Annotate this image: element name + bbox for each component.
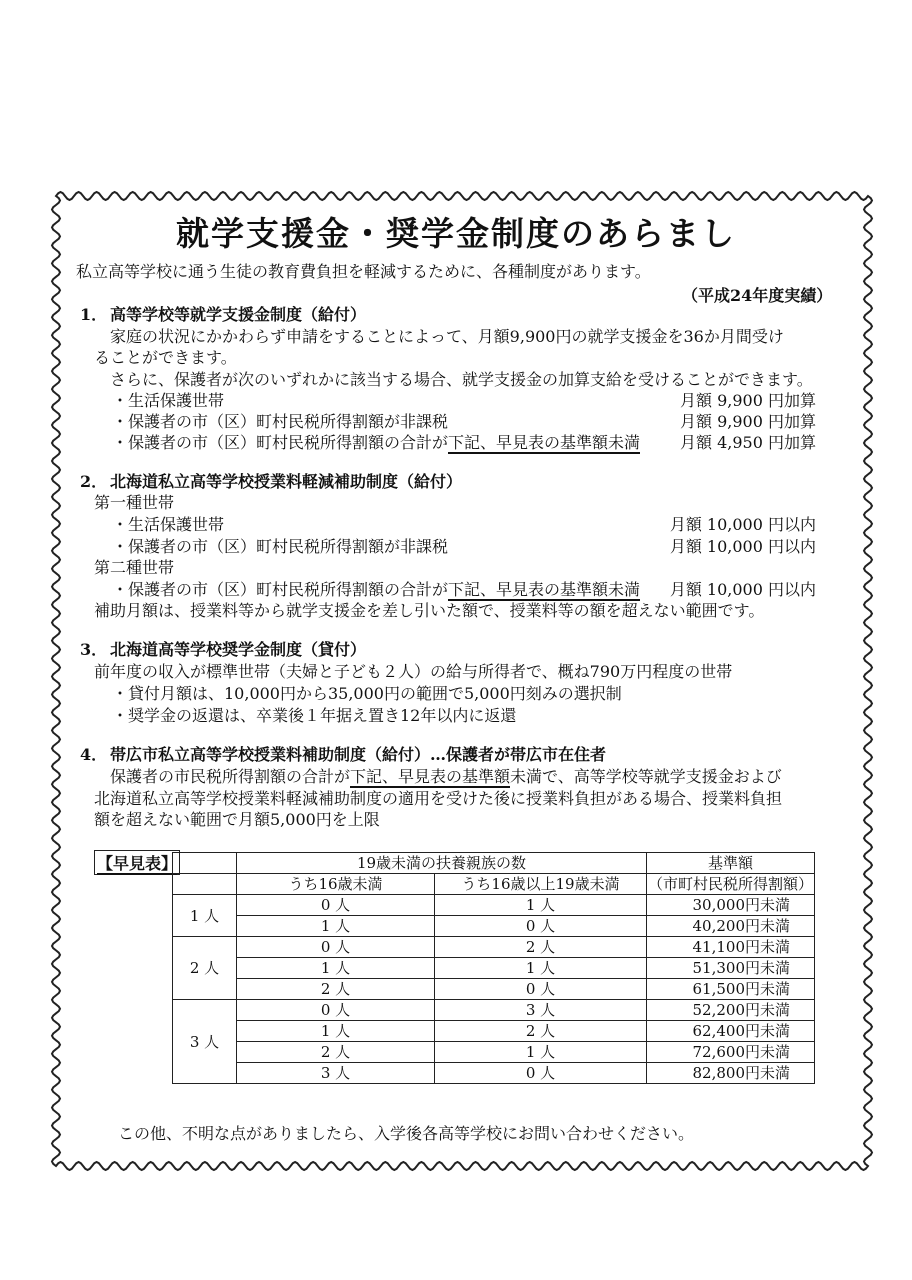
age16to19-cell: 0 人	[435, 1063, 647, 1084]
age16to19-cell: 1 人	[435, 1042, 647, 1063]
s3-paragraph: 前年度の収入が標準世帯（夫婦と子ども２人）の給与所得者で、概ね790万円程度の世帯	[94, 662, 733, 681]
s2-g2-item-amount: 月額 10,000 円以内	[669, 580, 816, 599]
year-note: （平成24年度実績）	[682, 286, 833, 305]
s1-item-1-amount: 月額 9,900 円加算	[680, 391, 816, 410]
base-amount-cell: 82,800円未満	[647, 1063, 815, 1084]
age16to19-cell: 3 人	[435, 1000, 647, 1021]
table-row	[173, 916, 815, 937]
table-row	[173, 1000, 815, 1021]
total-dependents-cell: 3 人	[173, 1000, 237, 1084]
base-amount-cell: 61,500円未満	[647, 979, 815, 1000]
section-4-heading: 4． 帯広市私立高等学校授業料補助制度（給付）…保護者が帯広市在住者	[80, 745, 607, 764]
base-amount-cell: 30,000円未満	[647, 895, 815, 916]
table-header-row	[173, 874, 815, 895]
table-row	[173, 1042, 815, 1063]
section-1-heading: 1． 高等学校等就学支援金制度（給付）	[80, 305, 367, 324]
section-3-heading: 3． 北海道高等学校奨学金制度（貸付）	[80, 640, 367, 659]
s2-note: 補助月額は、授業料等から就学支援金を差し引いた額で、授業料等の額を超えない範囲です。	[94, 601, 765, 620]
s2-g1-item-2-amount: 月額 10,000 円以内	[669, 537, 816, 556]
underlined-reference: 下記、早見表の基準額未満	[448, 580, 641, 599]
header-dependents: 19歳未満の扶養親族の数	[237, 853, 647, 874]
age16to19-cell: 1 人	[435, 895, 647, 916]
age16to19-cell: 2 人	[435, 937, 647, 958]
table-row	[173, 958, 815, 979]
table-row	[173, 1063, 815, 1084]
total-dependents-cell: 1 人	[173, 895, 237, 937]
s1-item-3-amount: 月額 4,950 円加算	[680, 433, 816, 452]
underlined-reference: 下記、早見表の基準額未満	[448, 433, 641, 452]
base-amount-cell: 51,300円未満	[647, 958, 815, 979]
s3-item-2: ・奨学金の返還は、卒業後１年据え置き12年以内に返還	[112, 706, 517, 725]
section-1-paragraph-line-2: ることができます。	[94, 348, 237, 367]
s1-item-2-amount: 月額 9,900 円加算	[680, 412, 816, 431]
table-row	[173, 979, 815, 1000]
s2-group-1: 第一種世帯	[94, 493, 175, 512]
age16to19-cell: 1 人	[435, 958, 647, 979]
s2-g1-item-1-amount: 月額 10,000 円以内	[669, 515, 816, 534]
age16to19-cell: 0 人	[435, 979, 647, 1000]
s3-item-1: ・貸付月額は、10,000円から35,000円の範囲で5,000円刻みの選択制	[112, 684, 622, 703]
s4-paragraph-line-1: 保護者の市民税所得割額の合計が下記、早見表の基準額未満で、高等学校等就学支援金および	[110, 767, 782, 786]
total-dependents-cell: 2 人	[173, 937, 237, 1000]
section-2-heading: 2． 北海道私立高等学校授業料軽減補助制度（給付）	[80, 472, 463, 491]
underlined-reference: 下記、早見表の基準額	[350, 767, 511, 786]
age16to19-cell: 0 人	[435, 916, 647, 937]
under16-cell: 2 人	[237, 979, 435, 1000]
header-base-amount-note: （市町村民税所得割額）	[647, 875, 813, 893]
s2-group-2: 第二種世帯	[94, 558, 175, 577]
under16-cell: 1 人	[237, 916, 435, 937]
footer-note: この他、不明な点がありましたら、入学後各高等学校にお問い合わせください。	[118, 1124, 695, 1143]
table-row	[173, 937, 815, 958]
quick-reference-table	[172, 852, 815, 1084]
section-1-paragraph-2: さらに、保護者が次のいずれかに該当する場合、就学支援金の加算支給を受けることができます。	[110, 370, 813, 389]
s1-item-2-label: ・保護者の市（区）町村民税所得割額が非課税	[112, 412, 449, 431]
under16-cell: 0 人	[237, 895, 435, 916]
under16-cell: 0 人	[237, 937, 435, 958]
base-amount-cell: 62,400円未満	[647, 1021, 815, 1042]
table-row	[173, 895, 815, 916]
s2-g2-item-label: ・保護者の市（区）町村民税所得割額の合計が下記、早見表の基準額未満	[112, 580, 641, 599]
base-amount-cell: 41,100円未満	[647, 937, 815, 958]
intro-text: 私立高等学校に通う生徒の教育費負担を軽減するために、各種制度があります。	[76, 262, 651, 281]
quick-table-label: 【早見表】	[94, 850, 180, 875]
header-under16: うち16歳未満	[237, 874, 435, 895]
s4-paragraph-line-3: 額を超えない範囲で月額5,000円を上限	[94, 810, 380, 829]
base-amount-cell: 52,200円未満	[647, 1000, 815, 1021]
s2-g1-item-1-label: ・生活保護世帯	[112, 515, 225, 534]
header-16to19: うち16歳以上19歳未満	[435, 874, 647, 895]
base-amount-cell: 72,600円未満	[647, 1042, 815, 1063]
under16-cell: 3 人	[237, 1063, 435, 1084]
base-amount-cell: 40,200円未満	[647, 916, 815, 937]
s1-item-1-label: ・生活保護世帯	[112, 391, 225, 410]
table-row	[173, 1021, 815, 1042]
page-title: 就学支援金・奨学金制度のあらまし	[176, 214, 736, 253]
s1-item-3-label: ・保護者の市（区）町村民税所得割額の合計が下記、早見表の基準額未満	[112, 433, 641, 452]
s2-g1-item-2-label: ・保護者の市（区）町村民税所得割額が非課税	[112, 537, 449, 556]
under16-cell: 2 人	[237, 1042, 435, 1063]
under16-cell: 0 人	[237, 1000, 435, 1021]
section-1-paragraph-line-1: 家庭の状況にかかわらず申請をすることによって、月額9,900円の就学支援金を36か月間受け	[110, 327, 784, 346]
under16-cell: 1 人	[237, 1021, 435, 1042]
table-header-row	[173, 853, 815, 874]
header-base-amount: 基準額	[647, 853, 815, 874]
age16to19-cell: 2 人	[435, 1021, 647, 1042]
under16-cell: 1 人	[237, 958, 435, 979]
s4-paragraph-line-2: 北海道私立高等学校授業料軽減補助制度の適用を受けた後に授業料負担がある場合、授業料負担	[94, 789, 783, 808]
